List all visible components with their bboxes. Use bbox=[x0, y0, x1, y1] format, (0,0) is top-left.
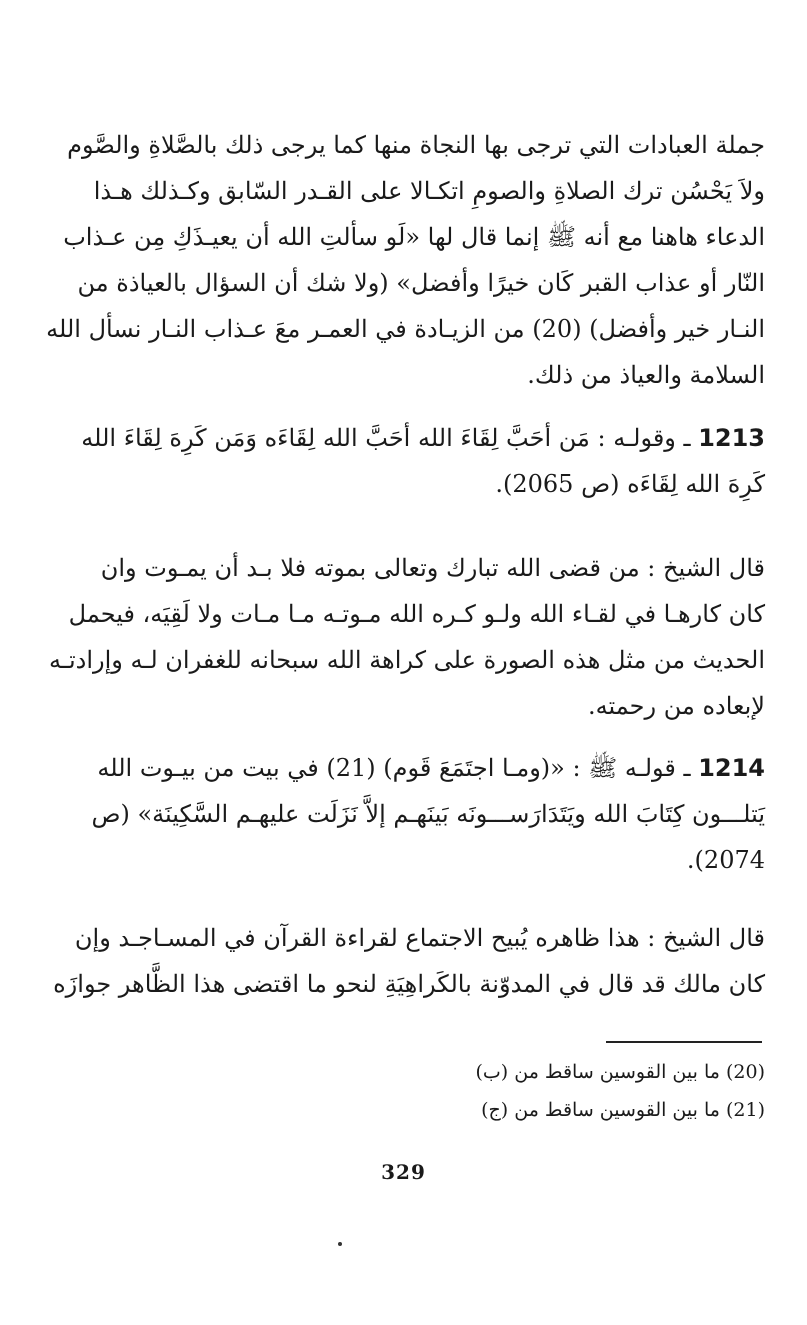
footnote-20: (20) ما بين القوسين ساقط من (ب) bbox=[475, 1061, 765, 1083]
text-line: النـار خير وأفضل) (20) من الزيـادة في العمـر معَ عـذاب النـار نسأل الله bbox=[46, 315, 765, 343]
text-line: السلامة والعياذ من ذلك. bbox=[527, 361, 765, 389]
text-line: جملة العبادات التي ترجى بها النجاة منها كما يرجى ذلك بالصَّلاةِ والصَّوم bbox=[67, 131, 765, 159]
paragraph-commentary-3 bbox=[53, 915, 765, 1007]
hadith-number: 1214 bbox=[698, 754, 765, 782]
text-line: الدعاء هاهنا مع أنه ﷺ إنما قال لها «لَو سألتِ الله أن يعيـذَكِ مِن عـذاب bbox=[63, 223, 765, 251]
text-line: النّار أو عذاب القبر كَان خيرًا وأفضل» (ولا شك أن السؤال بالعياذة من bbox=[77, 269, 765, 297]
hadith-text: ـ قولـه ﷺ : «(ومـا اجتَمَعَ قَوم) (21) في بيت من بيـوت الله bbox=[97, 754, 691, 782]
footnote-divider bbox=[606, 1041, 762, 1043]
paragraph-commentary-2 bbox=[49, 545, 765, 729]
text-line: كان مالك قد قال في المدوّنة بالكَراهِيَةِ لنحو ما اقتضى هذا الظَّاهر جوازَه bbox=[53, 970, 765, 998]
text-line: 2074). bbox=[686, 846, 765, 874]
text-line: ولاَ يَحْسُن ترك الصلاةِ والصومِ اتكـالا على القـدر السّابق وكـذلك هـذا bbox=[93, 177, 765, 205]
hadith-number: 1213 bbox=[698, 424, 765, 452]
text-line: كان كارهـا في لقـاء الله ولـو كـره الله مـوتـه مـا مـات ولا لَقِيَه، فيحمل bbox=[68, 600, 765, 628]
text-line: يَتلـــون كِتَابَ الله ويَتَدَارَســـونَه بَينَهـم إلاَّ نَزَلَت عليهـم السَّكِينَة» (ص bbox=[91, 800, 765, 828]
text-line bbox=[97, 745, 765, 791]
hadith-text: ـ وقولـه : مَن أحَبَّ لِقَاءَ الله أحَبَّ الله لِقَاءَه وَمَن كَرِهَ لِقَاءَ الله bbox=[81, 424, 691, 452]
text-line: قال الشيخ : من قضى الله تبارك وتعالى بموته فلا بـد أن يمـوت وان bbox=[100, 554, 765, 582]
footnote-21: (21) ما بين القوسين ساقط من (ج) bbox=[481, 1099, 765, 1121]
text-line: لإبعاده من رحمته. bbox=[588, 692, 765, 720]
hadith-1214 bbox=[91, 745, 765, 883]
hadith-1213 bbox=[81, 415, 765, 507]
paragraph-commentary-1 bbox=[46, 122, 765, 398]
text-line: كَرِهَ الله لِقَاءَه (ص 2065). bbox=[495, 470, 765, 498]
page-number: 329 bbox=[381, 1160, 426, 1184]
text-line: قال الشيخ : هذا ظاهره يُبيح الاجتماع لقراءة القرآن في المسـاجـد وإن bbox=[74, 924, 765, 952]
text-line: الحديث من مثل هذه الصورة على كراهة الله سبحانه للغفران لـه وإرادتـه bbox=[49, 646, 765, 674]
scan-speck bbox=[338, 1242, 342, 1246]
text-line bbox=[81, 415, 765, 461]
